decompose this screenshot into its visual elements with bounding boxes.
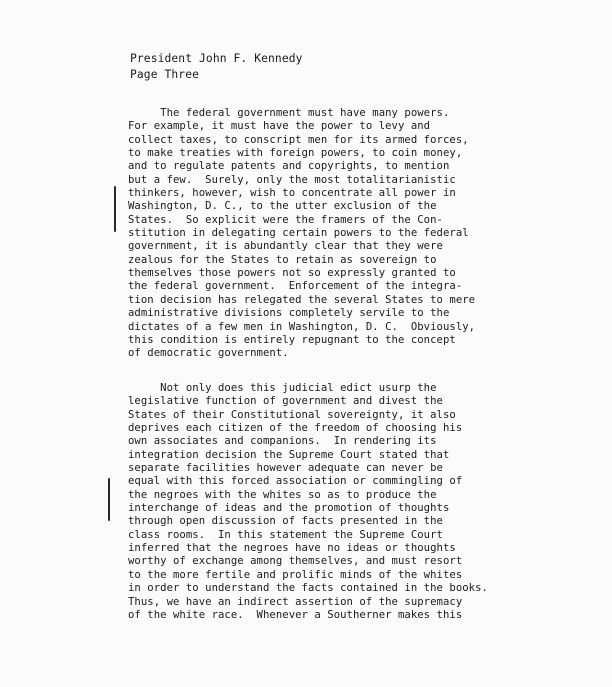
text-line: the negroes with the whites so as to produce the bbox=[128, 488, 437, 501]
text-line: Not only does this judicial edict usurp the bbox=[128, 382, 437, 394]
text-line: but a few. Surely, only the most totalitarianistic bbox=[128, 173, 456, 186]
text-line: Washington, D. C., to the utter exclusion of the bbox=[128, 200, 437, 213]
text-line: this condition is entirely repugnant to the concept bbox=[128, 333, 456, 346]
text-line: worthy of exchange among themselves, and must resort bbox=[128, 555, 463, 568]
text-line: legislative function of government and divest the bbox=[128, 395, 443, 408]
paragraph-federal-powers bbox=[128, 107, 475, 361]
text-line: thinkers, however, wish to concentrate all power in bbox=[128, 187, 456, 200]
text-line: deprives each citizen of the freedom of choosing his bbox=[128, 422, 463, 435]
text-line: Thus, we have an indirect assertion of the supremacy bbox=[128, 595, 463, 608]
text-line: administrative divisions completely servile to the bbox=[128, 307, 450, 320]
text-line: equal with this forced association or commingling of bbox=[128, 475, 463, 488]
text-line: to make treaties with foreign powers, to coin money, bbox=[128, 147, 463, 160]
paragraph-judicial-edict bbox=[128, 382, 488, 622]
page-number-line: Page Three bbox=[130, 68, 200, 81]
text-line: inferred that the negroes have no ideas or thoughts bbox=[128, 542, 456, 555]
text-line: of democratic government. bbox=[128, 347, 289, 360]
text-line: stitution in delegating certain powers to the federal bbox=[128, 227, 469, 240]
text-line: government, it is abundantly clear that they were bbox=[128, 240, 443, 253]
text-line: States. So explicit were the framers of the Con- bbox=[128, 213, 443, 226]
text-line: dictates of a few men in Washington, D. C. Obviously, bbox=[128, 320, 476, 333]
text-line: The federal government must have many powers. bbox=[128, 107, 450, 119]
text-line: of the white race. Whenever a Southerner makes this bbox=[128, 608, 463, 621]
text-line: States of their Constitutional sovereignty, it also bbox=[128, 408, 456, 421]
text-line: themselves those powers not so expressly granted to bbox=[128, 267, 456, 280]
text-line: tion decision has relegated the several States to mere bbox=[128, 293, 476, 306]
text-line: zealous for the States to retain as sovereign to bbox=[128, 253, 437, 266]
text-line: in order to understand the facts contained in the books. bbox=[128, 582, 488, 595]
text-line: separate facilities however adequate can never be bbox=[128, 462, 443, 475]
text-line: and to regulate patents and copyrights, to mention bbox=[128, 160, 450, 173]
recipient-line: President John F. Kennedy bbox=[130, 52, 303, 65]
margin-mark bbox=[108, 478, 110, 521]
margin-mark bbox=[114, 186, 116, 232]
text-line: interchange of ideas and the promotion of thoughts bbox=[128, 502, 450, 515]
text-line: integration decision the Supreme Court stated that bbox=[128, 448, 450, 461]
text-line: to the more fertile and prolific minds of the whites bbox=[128, 568, 463, 581]
text-line: the federal government. Enforcement of the integra- bbox=[128, 280, 463, 293]
letter-header bbox=[130, 51, 303, 83]
text-line: For example, it must have the power to levy and bbox=[128, 120, 431, 133]
text-line: class rooms. In this statement the Supreme Court bbox=[128, 528, 443, 541]
text-line: through open discussion of facts presented in the bbox=[128, 515, 443, 528]
text-line: own associates and companions. In rendering its bbox=[128, 435, 437, 448]
text-line: collect taxes, to conscript men for its armed forces, bbox=[128, 133, 469, 146]
